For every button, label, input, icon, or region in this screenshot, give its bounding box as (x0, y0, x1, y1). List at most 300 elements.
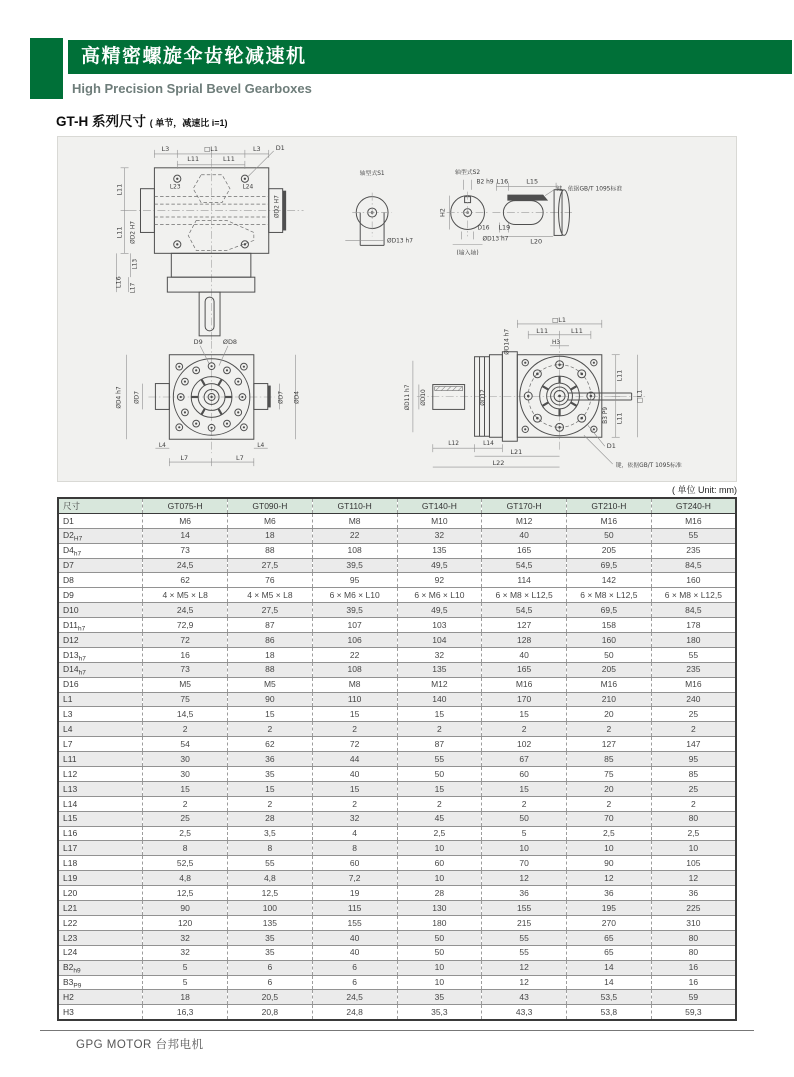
table-cell: 49,5 (397, 558, 482, 573)
table-cell: 5 (482, 826, 567, 841)
table-cell: 2,5 (567, 826, 652, 841)
table-cell: 32 (143, 930, 228, 945)
row-label: L21 (58, 901, 143, 916)
table-cell: 5 (143, 960, 228, 975)
table-cell: 40 (312, 930, 397, 945)
row-label: H2 (58, 990, 143, 1005)
row-label: $D13_{h7}$ (58, 647, 143, 662)
table-cell: 15 (312, 707, 397, 722)
table-cell: 55 (482, 930, 567, 945)
dimension-label: L11 (223, 154, 235, 163)
table-cell: 25 (651, 781, 736, 796)
table-cell: 85 (651, 767, 736, 782)
table-cell: 127 (567, 737, 652, 752)
table-cell: 43 (482, 990, 567, 1005)
dimension-label: ØD11 h7 (404, 384, 411, 411)
row-label: L19 (58, 871, 143, 886)
table-cell: 12 (482, 960, 567, 975)
table-cell: M16 (482, 677, 567, 692)
table-cell: 4 (312, 826, 397, 841)
table-cell: 75 (143, 692, 228, 707)
row-label: $B3_{P9}$ (58, 975, 143, 990)
dimension-label: L23 (169, 184, 181, 191)
row-label: L14 (58, 796, 143, 811)
table-cell: 70 (567, 811, 652, 826)
table-row (58, 618, 736, 633)
table-cell: 39,5 (312, 558, 397, 573)
table-cell: 140 (397, 692, 482, 707)
table-cell: 86 (228, 633, 313, 648)
table-cell: 20,8 (228, 1005, 313, 1020)
table-cell: 35,3 (397, 1005, 482, 1020)
table-cell: 10 (482, 841, 567, 856)
table-cell: 90 (228, 692, 313, 707)
table-cell: 180 (651, 633, 736, 648)
table-cell: 2 (567, 796, 652, 811)
footer-divider (40, 1030, 754, 1031)
row-label: L17 (58, 841, 143, 856)
table-cell: 105 (651, 856, 736, 871)
table-cell: 15 (482, 707, 567, 722)
table-cell: 2 (397, 796, 482, 811)
table-cell: 54,5 (482, 558, 567, 573)
table-cell: 225 (651, 901, 736, 916)
table-cell: 2 (567, 722, 652, 737)
dimension-label: L11 (615, 412, 624, 425)
table-cell: 43,3 (482, 1005, 567, 1020)
table-cell: M16 (567, 513, 652, 528)
table-row (58, 588, 736, 603)
column-header: GT110-H (312, 498, 397, 513)
table-cell: M8 (312, 513, 397, 528)
table-cell: 12,5 (228, 886, 313, 901)
row-label: L7 (58, 737, 143, 752)
table-cell: 50 (567, 528, 652, 543)
table-cell: 210 (567, 692, 652, 707)
table-cell: 40 (312, 767, 397, 782)
table-cell: 20 (567, 707, 652, 722)
table-cell: 14 (567, 960, 652, 975)
table-cell: 15 (143, 781, 228, 796)
table-cell: 106 (312, 633, 397, 648)
table-cell: 6 (228, 975, 313, 990)
dimension-label: □L1 (552, 315, 566, 324)
row-label: L12 (58, 767, 143, 782)
dimension-table-wrap (57, 497, 737, 1021)
table-cell: 2 (651, 796, 736, 811)
table-cell: 10 (397, 960, 482, 975)
table-cell: 59,3 (651, 1005, 736, 1020)
dimension-label: H2 (438, 208, 447, 218)
table-cell: 6 × M8 × L12,5 (567, 588, 652, 603)
table-cell: 2 (228, 796, 313, 811)
table-cell: 80 (651, 930, 736, 945)
table-cell: 15 (397, 781, 482, 796)
table-cell: 25 (143, 811, 228, 826)
row-label: L15 (58, 811, 143, 826)
table-cell: 55 (651, 528, 736, 543)
table-cell: 18 (143, 990, 228, 1005)
table-cell: 235 (651, 662, 736, 677)
table-row (58, 1005, 736, 1020)
table-cell: 80 (651, 811, 736, 826)
shaft-type-s1-view (345, 193, 392, 246)
table-cell: 36 (651, 886, 736, 901)
row-label: L1 (58, 692, 143, 707)
dimension-label: ØD14 h7 (504, 328, 511, 355)
table-cell: 215 (482, 915, 567, 930)
table-cell: 95 (312, 573, 397, 588)
table-cell: M16 (651, 513, 736, 528)
table-cell: 310 (651, 915, 736, 930)
dimension-label: L3 (252, 144, 261, 153)
dimension-label: L4 (158, 443, 166, 450)
table-cell: 15 (228, 781, 313, 796)
table-cell: 147 (651, 737, 736, 752)
table-cell: 28 (397, 886, 482, 901)
table-cell: 10 (397, 975, 482, 990)
table-cell: 52,5 (143, 856, 228, 871)
dimension-label: L13 (132, 258, 139, 270)
dimension-label: ØD2 H7 (274, 195, 281, 219)
row-label: D9 (58, 588, 143, 603)
unit-note: ( 单位 Unit: mm) (672, 485, 737, 495)
table-cell: 8 (228, 841, 313, 856)
table-cell: 5 (143, 975, 228, 990)
table-cell: 28 (228, 811, 313, 826)
table-cell: 73 (143, 543, 228, 558)
table-cell: 160 (567, 633, 652, 648)
table-cell: 142 (567, 573, 652, 588)
page-subtitle: High Precision Sprial Bevel Gearboxes (72, 81, 312, 96)
dimension-table (57, 497, 737, 1021)
dimension-label: □L1 (635, 389, 644, 404)
table-row (58, 915, 736, 930)
table-cell: 53,8 (567, 1005, 652, 1020)
table-cell: 103 (397, 618, 482, 633)
table-cell: 55 (228, 856, 313, 871)
table-cell: 120 (143, 915, 228, 930)
table-cell: 24,5 (143, 558, 228, 573)
table-cell: 10 (651, 841, 736, 856)
table-cell: 40 (482, 647, 567, 662)
row-label: L23 (58, 930, 143, 945)
dimension-label: ØD12 (480, 389, 487, 406)
table-cell: M12 (397, 677, 482, 692)
table-cell: 6 × M6 × L10 (397, 588, 482, 603)
table-cell: 12 (651, 871, 736, 886)
table-cell: 19 (312, 886, 397, 901)
table-cell: 53,5 (567, 990, 652, 1005)
table-row (58, 633, 736, 648)
table-cell: 107 (312, 618, 397, 633)
table-row (58, 528, 736, 543)
accent-square (30, 38, 63, 99)
table-cell: M12 (482, 513, 567, 528)
table-cell: 50 (397, 930, 482, 945)
table-cell: 7,2 (312, 871, 397, 886)
table-cell: 135 (397, 543, 482, 558)
table-cell: 2 (482, 722, 567, 737)
table-cell: M5 (143, 677, 228, 692)
table-cell: 12 (482, 975, 567, 990)
technical-drawing-panel (57, 136, 737, 482)
table-cell: 2 (312, 722, 397, 737)
table-cell: 20,5 (228, 990, 313, 1005)
row-label: $D11_{h7}$ (58, 618, 143, 633)
table-row (58, 945, 736, 960)
table-cell: 50 (482, 811, 567, 826)
dimension-label: ØD13 h7 (387, 238, 413, 245)
dimension-label: L22 (492, 459, 505, 468)
table-cell: 85 (567, 752, 652, 767)
table-cell: 10 (397, 871, 482, 886)
table-cell: 20 (567, 781, 652, 796)
table-cell: 25 (651, 707, 736, 722)
table-cell: 8 (143, 841, 228, 856)
table-cell: 6 (312, 975, 397, 990)
table-row (58, 603, 736, 618)
table-cell: 2 (482, 796, 567, 811)
table-row (58, 901, 736, 916)
table-cell: 36 (228, 752, 313, 767)
table-row (58, 856, 736, 871)
table-cell: 15 (482, 781, 567, 796)
row-label: $B2_{h9}$ (58, 960, 143, 975)
dimension-label: 轴型式S2 (455, 169, 481, 176)
table-cell: 4,8 (143, 871, 228, 886)
table-cell: 102 (482, 737, 567, 752)
corner-bolt-icon (174, 175, 249, 248)
dimension-label: D16 (477, 225, 490, 232)
table-row (58, 722, 736, 737)
table-cell: 32 (397, 647, 482, 662)
dimension-label: ØD13 h7 (482, 236, 509, 243)
table-row (58, 737, 736, 752)
table-cell: 35 (228, 767, 313, 782)
dimension-label: L12 (448, 441, 460, 448)
table-cell: 30 (143, 767, 228, 782)
table-cell: 165 (482, 662, 567, 677)
table-cell: 2,5 (143, 826, 228, 841)
table-cell: 205 (567, 662, 652, 677)
table-cell: 22 (312, 528, 397, 543)
table-cell: 115 (312, 901, 397, 916)
row-label: L11 (58, 752, 143, 767)
column-header: GT140-H (397, 498, 482, 513)
table-cell: 50 (397, 767, 482, 782)
table-cell: 14,5 (143, 707, 228, 722)
dimension-label: L11 (615, 369, 624, 382)
dimension-label: L3 (161, 144, 170, 153)
table-cell: M8 (312, 677, 397, 692)
table-cell: M16 (651, 677, 736, 692)
table-cell: 2 (228, 722, 313, 737)
table-cell: 270 (567, 915, 652, 930)
dimension-label: D9 (193, 337, 203, 346)
dimension-label: D1 (606, 442, 616, 451)
table-cell: 24,5 (312, 990, 397, 1005)
table-cell: 114 (482, 573, 567, 588)
dimension-label: □L1 (204, 144, 218, 153)
table-row (58, 692, 736, 707)
table-cell: 40 (312, 945, 397, 960)
section-title-text: GT-H 系列尺寸 (56, 114, 146, 129)
dimension-label: D1 (275, 143, 285, 152)
table-row (58, 975, 736, 990)
row-label: L4 (58, 722, 143, 737)
table-cell: 2 (312, 796, 397, 811)
table-row (58, 558, 736, 573)
table-row (58, 886, 736, 901)
gearbox-drawings (58, 137, 736, 481)
dimension-label: L15 (526, 177, 539, 186)
table-cell: 2 (143, 722, 228, 737)
table-cell: 55 (397, 752, 482, 767)
table-row (58, 647, 736, 662)
table-cell: 95 (651, 752, 736, 767)
shaft-type-s2-view (447, 180, 489, 245)
table-cell: 2,5 (651, 826, 736, 841)
row-label: L18 (58, 856, 143, 871)
footer-brand: GPG MOTOR 台邦电机 (76, 1039, 204, 1051)
table-cell: 32 (143, 945, 228, 960)
dimension-label: L21 (510, 448, 523, 457)
row-label: L22 (58, 915, 143, 930)
table-cell: 158 (567, 618, 652, 633)
row-label: D16 (58, 677, 143, 692)
table-cell: 60 (397, 856, 482, 871)
table-cell: 32 (312, 811, 397, 826)
table-cell: 135 (228, 915, 313, 930)
table-header-row (58, 498, 736, 513)
row-label: H3 (58, 1005, 143, 1020)
table-cell: 27,5 (228, 603, 313, 618)
table-cell: 69,5 (567, 558, 652, 573)
column-header: GT240-H (651, 498, 736, 513)
column-header: GT170-H (482, 498, 567, 513)
table-row (58, 841, 736, 856)
table-cell: 12 (567, 871, 652, 886)
dimension-label: L11 (115, 183, 124, 196)
table-row (58, 796, 736, 811)
table-cell: 12,5 (143, 886, 228, 901)
table-cell: 16 (651, 960, 736, 975)
table-cell: 6 × M8 × L12,5 (482, 588, 567, 603)
table-cell: 39,5 (312, 603, 397, 618)
table-cell: 15 (397, 707, 482, 722)
table-cell: 54,5 (482, 603, 567, 618)
table-row (58, 573, 736, 588)
table-cell: 108 (312, 543, 397, 558)
table-cell: 62 (143, 573, 228, 588)
column-header: GT210-H (567, 498, 652, 513)
table-cell: 16 (651, 975, 736, 990)
table-cell: 92 (397, 573, 482, 588)
row-label: D1 (58, 513, 143, 528)
table-cell: 18 (228, 528, 313, 543)
table-cell: 127 (482, 618, 567, 633)
table-cell: 165 (482, 543, 567, 558)
dimension-label: B3 P9 (602, 406, 609, 424)
dimension-label: L16 (114, 276, 123, 289)
dimension-label: ØD4 h7 (116, 386, 123, 409)
table-cell: 22 (312, 647, 397, 662)
table-row (58, 781, 736, 796)
table-cell: 60 (482, 767, 567, 782)
dimension-label: B2 h9 (476, 179, 494, 186)
row-label: L24 (58, 945, 143, 960)
table-cell: 88 (228, 662, 313, 677)
table-cell: M6 (143, 513, 228, 528)
table-cell: 2 (143, 796, 228, 811)
row-label: D12 (58, 633, 143, 648)
dimension-label: L11 (115, 226, 124, 239)
table-cell: 10 (567, 841, 652, 856)
table-cell: 73 (143, 662, 228, 677)
table-cell: 90 (143, 901, 228, 916)
table-cell: 30 (143, 752, 228, 767)
table-cell: 100 (228, 901, 313, 916)
table-cell: 235 (651, 543, 736, 558)
table-row (58, 960, 736, 975)
table-cell: 178 (651, 618, 736, 633)
table-cell: 4 × M5 × L8 (143, 588, 228, 603)
dimension-label: L16 (496, 177, 509, 186)
table-cell: 195 (567, 901, 652, 916)
table-cell: 62 (228, 737, 313, 752)
dimension-label: ØD2 H7 (130, 221, 137, 244)
table-cell: 240 (651, 692, 736, 707)
table-cell: 180 (397, 915, 482, 930)
table-cell: 155 (482, 901, 567, 916)
table-cell: 72 (143, 633, 228, 648)
table-cell: 15 (228, 707, 313, 722)
table-cell: M16 (567, 677, 652, 692)
table-cell: 70 (482, 856, 567, 871)
table-cell: 108 (312, 662, 397, 677)
table-row (58, 990, 736, 1005)
column-header: GT075-H (143, 498, 228, 513)
output-flange-view (127, 341, 296, 466)
row-label: L13 (58, 781, 143, 796)
table-cell: 72,9 (143, 618, 228, 633)
table-cell: 170 (482, 692, 567, 707)
table-cell: 35 (228, 930, 313, 945)
table-cell: 49,5 (397, 603, 482, 618)
table-cell: 27,5 (228, 558, 313, 573)
table-cell: M5 (228, 677, 313, 692)
table-cell: 4 × M5 × L8 (228, 588, 313, 603)
dimension-label: ØD10 (420, 389, 427, 406)
dimension-label: L11 (536, 326, 549, 335)
table-cell: 15 (312, 781, 397, 796)
row-label: L16 (58, 826, 143, 841)
table-row (58, 543, 736, 558)
dimension-label: 键，依据GB/T 1095标准 (556, 186, 623, 193)
dimension-label: 轴型式S1 (359, 170, 385, 177)
table-cell: 80 (651, 945, 736, 960)
dimension-label: L4 (257, 443, 265, 450)
table-row (58, 707, 736, 722)
table-cell: 32 (397, 528, 482, 543)
page-title: 高精密螺旋伞齿轮减速机 (81, 46, 307, 67)
table-cell: 3,5 (228, 826, 313, 841)
table-cell: 18 (228, 647, 313, 662)
section-title-note: ( 单节，减速比 i=1) (149, 118, 228, 128)
table-cell: 75 (567, 767, 652, 782)
table-cell: 16 (143, 647, 228, 662)
